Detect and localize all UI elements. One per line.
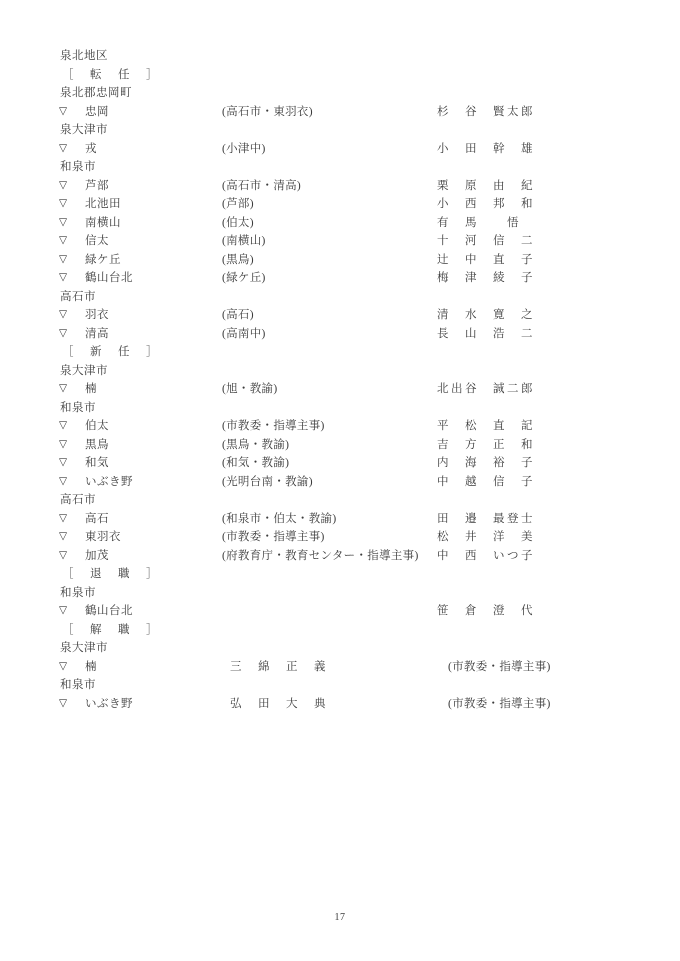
document-row bbox=[0, 121, 680, 140]
previous-post: (黒鳥) bbox=[222, 253, 254, 266]
document-row bbox=[0, 66, 680, 85]
document-row bbox=[0, 343, 680, 362]
document-row bbox=[0, 380, 680, 399]
document-row bbox=[0, 84, 680, 103]
category-heading: ［ 転 任 ］ bbox=[62, 68, 160, 81]
person-name: 辻 中 直 子 bbox=[437, 253, 535, 266]
triangle-marker-icon: ▽ bbox=[59, 420, 68, 431]
triangle-marker-icon: ▽ bbox=[59, 531, 68, 542]
document-row bbox=[0, 547, 680, 566]
triangle-marker-icon: ▽ bbox=[59, 105, 68, 117]
triangle-marker-icon: ▽ bbox=[59, 697, 68, 709]
person-name: 清 水 寛 之 bbox=[437, 309, 535, 321]
previous-post: (旭・教諭) bbox=[222, 383, 278, 395]
person-name: 梅 津 綾 子 bbox=[437, 272, 535, 284]
document-row bbox=[0, 491, 680, 510]
document-row bbox=[0, 232, 680, 251]
document-row bbox=[0, 658, 680, 677]
triangle-marker-icon: ▽ bbox=[59, 179, 68, 191]
document-row bbox=[0, 676, 680, 695]
post-note: (市教委・指導主事) bbox=[448, 660, 551, 673]
document-row bbox=[0, 158, 680, 177]
previous-post: (和泉市・伯太・教諭) bbox=[222, 512, 337, 525]
school-name: 伯太 bbox=[85, 420, 109, 432]
school-name: 忠岡 bbox=[85, 105, 109, 118]
previous-post: (黒鳥・教諭) bbox=[222, 438, 290, 451]
previous-post: (南横山) bbox=[222, 235, 266, 247]
document-row bbox=[0, 103, 680, 122]
document-row bbox=[0, 362, 680, 381]
triangle-marker-icon: ▽ bbox=[59, 142, 68, 154]
section-heading: 和泉市 bbox=[60, 679, 96, 691]
section-heading: 泉北郡忠岡町 bbox=[60, 87, 132, 99]
previous-post: (和気・教諭) bbox=[222, 457, 290, 469]
document-row bbox=[0, 621, 680, 640]
triangle-marker-icon: ▽ bbox=[59, 605, 68, 616]
school-name: 緑ケ丘 bbox=[85, 253, 121, 266]
person-name: 平 松 直 記 bbox=[437, 420, 535, 432]
school-name: 信太 bbox=[85, 235, 109, 247]
section-heading: 泉大津市 bbox=[60, 364, 108, 377]
person-name: 田 邉 最登士 bbox=[437, 512, 535, 525]
triangle-marker-icon: ▽ bbox=[59, 438, 68, 450]
triangle-marker-icon: ▽ bbox=[59, 198, 68, 209]
section-heading: 和泉市 bbox=[60, 586, 96, 599]
person-name: 中 越 信 子 bbox=[437, 475, 535, 488]
person-name: 有 馬 悟 bbox=[437, 216, 521, 229]
document-row bbox=[0, 195, 680, 214]
school-name: 加茂 bbox=[85, 549, 109, 562]
document-row bbox=[0, 417, 680, 436]
document-row bbox=[0, 177, 680, 196]
previous-post: (芦部) bbox=[222, 198, 254, 210]
school-name: 鶴山台北 bbox=[85, 605, 133, 617]
previous-post: (府教育庁・教育センター・指導主事) bbox=[222, 549, 419, 562]
triangle-marker-icon: ▽ bbox=[59, 235, 68, 246]
document-row bbox=[0, 639, 680, 658]
previous-post: (伯太) bbox=[222, 216, 254, 229]
person-name: 吉 方 正 和 bbox=[437, 438, 535, 451]
document-row bbox=[0, 584, 680, 603]
document-row bbox=[0, 695, 680, 714]
section-heading: 和泉市 bbox=[60, 401, 96, 414]
triangle-marker-icon: ▽ bbox=[59, 475, 68, 487]
section-heading: 泉大津市 bbox=[60, 124, 108, 136]
school-name: 黒鳥 bbox=[85, 438, 109, 451]
person-name: 長 山 浩 二 bbox=[437, 327, 535, 340]
document-row bbox=[0, 565, 680, 584]
section-heading: 高石市 bbox=[60, 290, 96, 303]
document-row bbox=[0, 269, 680, 288]
school-name: 戎 bbox=[85, 142, 97, 155]
document-rows bbox=[0, 47, 680, 713]
page-number: 17 bbox=[334, 912, 346, 923]
document-row bbox=[0, 306, 680, 325]
school-name: いぶき野 bbox=[85, 475, 133, 488]
triangle-marker-icon: ▽ bbox=[59, 549, 68, 561]
school-name: 楠 bbox=[85, 660, 97, 673]
person-name: 内 海 裕 子 bbox=[437, 457, 535, 469]
document-row bbox=[0, 214, 680, 233]
document-row bbox=[0, 399, 680, 418]
section-heading: 高石市 bbox=[60, 494, 96, 506]
person-name: 小 西 邦 和 bbox=[437, 198, 535, 210]
triangle-marker-icon: ▽ bbox=[59, 309, 68, 320]
school-name: 清高 bbox=[85, 327, 109, 340]
triangle-marker-icon: ▽ bbox=[59, 216, 68, 228]
triangle-marker-icon: ▽ bbox=[59, 272, 68, 283]
school-name: 羽衣 bbox=[85, 309, 109, 321]
section-heading: 泉大津市 bbox=[60, 642, 108, 654]
school-name: 芦部 bbox=[85, 179, 109, 192]
triangle-marker-icon: ▽ bbox=[59, 512, 68, 524]
document-row bbox=[0, 47, 680, 66]
person-name: 北出谷 誠二郎 bbox=[437, 383, 535, 395]
school-name: いぶき野 bbox=[85, 697, 133, 710]
school-name: 高石 bbox=[85, 512, 109, 525]
previous-post: (緑ケ丘) bbox=[222, 272, 266, 284]
triangle-marker-icon: ▽ bbox=[59, 253, 68, 265]
post-note: (市教委・指導主事) bbox=[448, 697, 551, 710]
previous-post: (高石) bbox=[222, 309, 254, 321]
person-name: 十 河 信 二 bbox=[437, 235, 535, 247]
person-name: 笹 倉 澄 代 bbox=[437, 605, 535, 617]
triangle-marker-icon: ▽ bbox=[59, 383, 68, 394]
previous-post: (高石市・清高) bbox=[222, 179, 302, 192]
previous-post: (高南中) bbox=[222, 327, 266, 340]
person-name: 小 田 幹 雄 bbox=[437, 142, 535, 155]
document-row bbox=[0, 510, 680, 529]
person-name: 中 西 いつ子 bbox=[437, 549, 535, 562]
document-row bbox=[0, 473, 680, 492]
previous-post: (市教委・指導主事) bbox=[222, 531, 325, 543]
previous-post: (高石市・東羽衣) bbox=[222, 105, 313, 118]
category-heading: ［ 新 任 ］ bbox=[62, 346, 160, 358]
document-row bbox=[0, 325, 680, 344]
person-name: 三 綿 正 義 bbox=[230, 660, 328, 673]
person-name: 栗 原 由 紀 bbox=[437, 179, 535, 192]
school-name: 北池田 bbox=[85, 198, 121, 210]
school-name: 楠 bbox=[85, 383, 97, 395]
triangle-marker-icon: ▽ bbox=[59, 660, 68, 672]
document-row bbox=[0, 288, 680, 307]
previous-post: (小津中) bbox=[222, 142, 266, 155]
school-name: 和気 bbox=[85, 457, 109, 469]
person-name: 杉 谷 賢太郎 bbox=[437, 105, 535, 118]
document-row bbox=[0, 251, 680, 270]
document-row bbox=[0, 140, 680, 159]
section-heading: 泉北地区 bbox=[60, 50, 108, 62]
section-heading: 和泉市 bbox=[60, 161, 96, 173]
school-name: 鶴山台北 bbox=[85, 272, 133, 284]
category-heading: ［ 解 職 ］ bbox=[62, 623, 160, 636]
person-name: 松 井 洋 美 bbox=[437, 531, 535, 543]
school-name: 東羽衣 bbox=[85, 531, 121, 543]
document-row bbox=[0, 602, 680, 621]
category-heading: ［ 退 職 ］ bbox=[62, 568, 160, 580]
previous-post: (光明台南・教諭) bbox=[222, 475, 313, 488]
person-name: 弘 田 大 典 bbox=[230, 697, 328, 710]
school-name: 南横山 bbox=[85, 216, 121, 229]
triangle-marker-icon: ▽ bbox=[59, 327, 68, 339]
document-row bbox=[0, 528, 680, 547]
triangle-marker-icon: ▽ bbox=[59, 457, 68, 468]
document-row bbox=[0, 454, 680, 473]
document-row bbox=[0, 436, 680, 455]
previous-post: (市教委・指導主事) bbox=[222, 420, 325, 432]
